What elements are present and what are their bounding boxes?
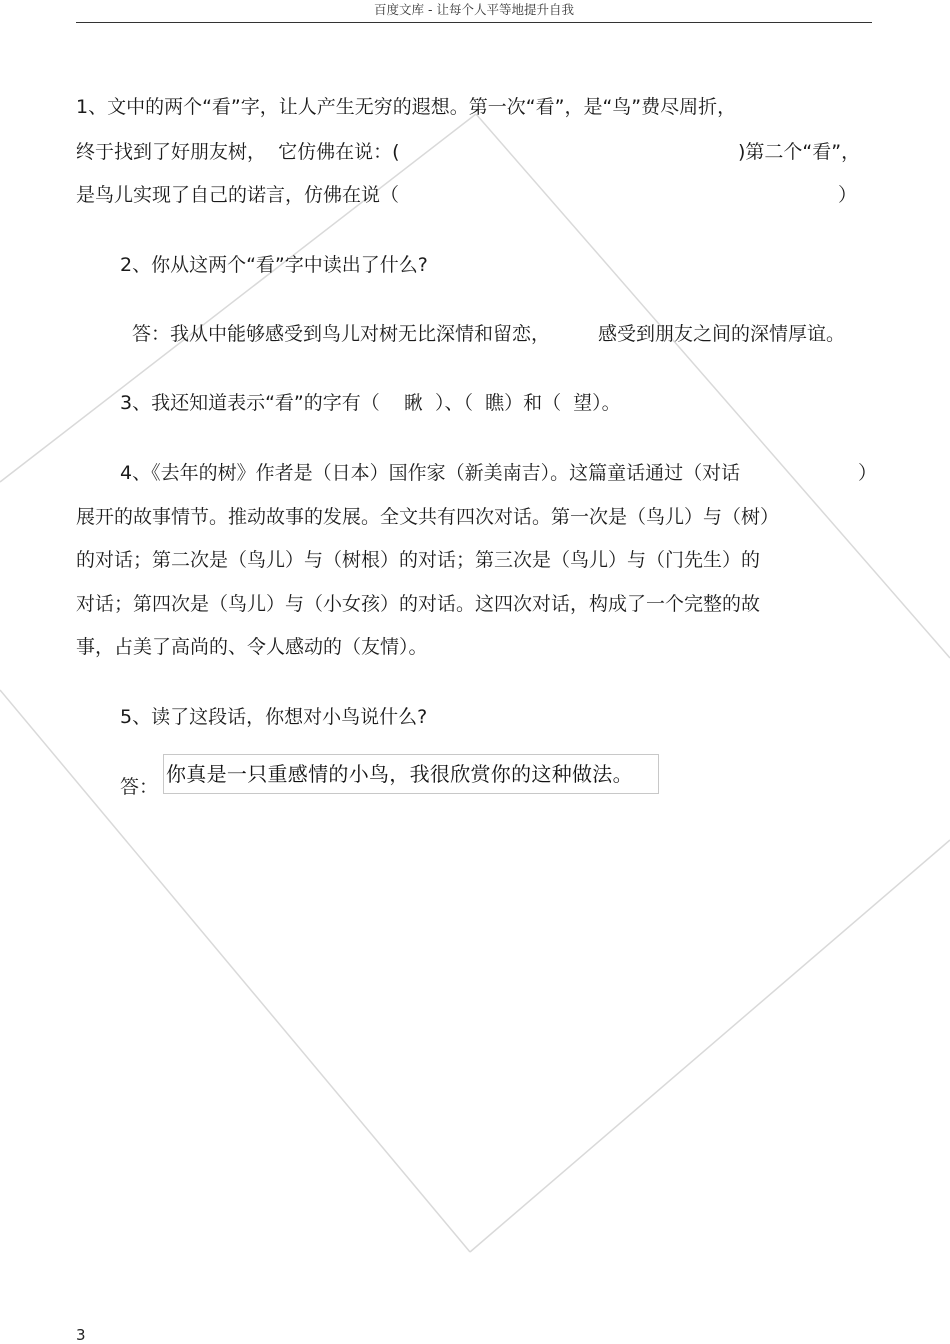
q2-answer-part-2: 感受到朋友之间的深情厚谊。 <box>598 323 846 345</box>
q4-line-1-right: ） <box>858 462 878 484</box>
q2-answer-part-1: 答：我从中能够感受到鸟儿对树无比深情和留恋， <box>132 323 551 345</box>
page-number: 3 <box>76 1326 86 1344</box>
q5-answer-label: 答： <box>120 776 159 798</box>
page-header: 百度文库 - 让每个人平等地提升自我 <box>76 0 872 23</box>
q1-line-1: 1、文中的两个“看”字，让人产生无穷的遐想。第一次“看”，是“鸟”费尽周折， <box>76 96 737 118</box>
q4-line-4: 对话；第四次是（鸟儿）与（小女孩）的对话。这四次对话，构成了一个完整的故 <box>76 593 761 615</box>
q5-question: 5、读了这段话，你想对小鸟说什么? <box>120 706 428 728</box>
q4-line-5: 事，占美了高尚的、令人感动的（友情）。 <box>76 636 428 658</box>
q1-line-3-left: 是鸟儿实现了自己的诺言，仿佛在说（ <box>76 184 400 206</box>
q4-line-1-left: 4、《去年的树》作者是（日本）国作家（新美南吉）。这篇童话通过（对话 <box>120 462 741 484</box>
q2-question: 2、你从这两个“看”字中读出了什么? <box>120 254 428 276</box>
q1-line-3-right: ） <box>838 184 858 206</box>
q1-line-2-right: )第二个“看”， <box>738 141 861 163</box>
q4-line-3: 的对话；第二次是（鸟儿）与（树根）的对话；第三次是（鸟儿）与（门先生）的 <box>76 549 761 571</box>
q1-line-2-left: 终于找到了好朋友树， 它仿佛在说：( <box>76 141 400 163</box>
q5-answer-image-text: 你真是一只重感情的小鸟，我很欣赏你的这种做法。 <box>163 754 659 794</box>
q4-line-2: 展开的故事情节。推动故事的发展。全文共有四次对话。第一次是（鸟儿）与（树） <box>76 506 780 528</box>
q3-text: 3、我还知道表示“看”的字有（ 瞅 ）、（ 瞧）和（ 望）。 <box>120 392 621 414</box>
